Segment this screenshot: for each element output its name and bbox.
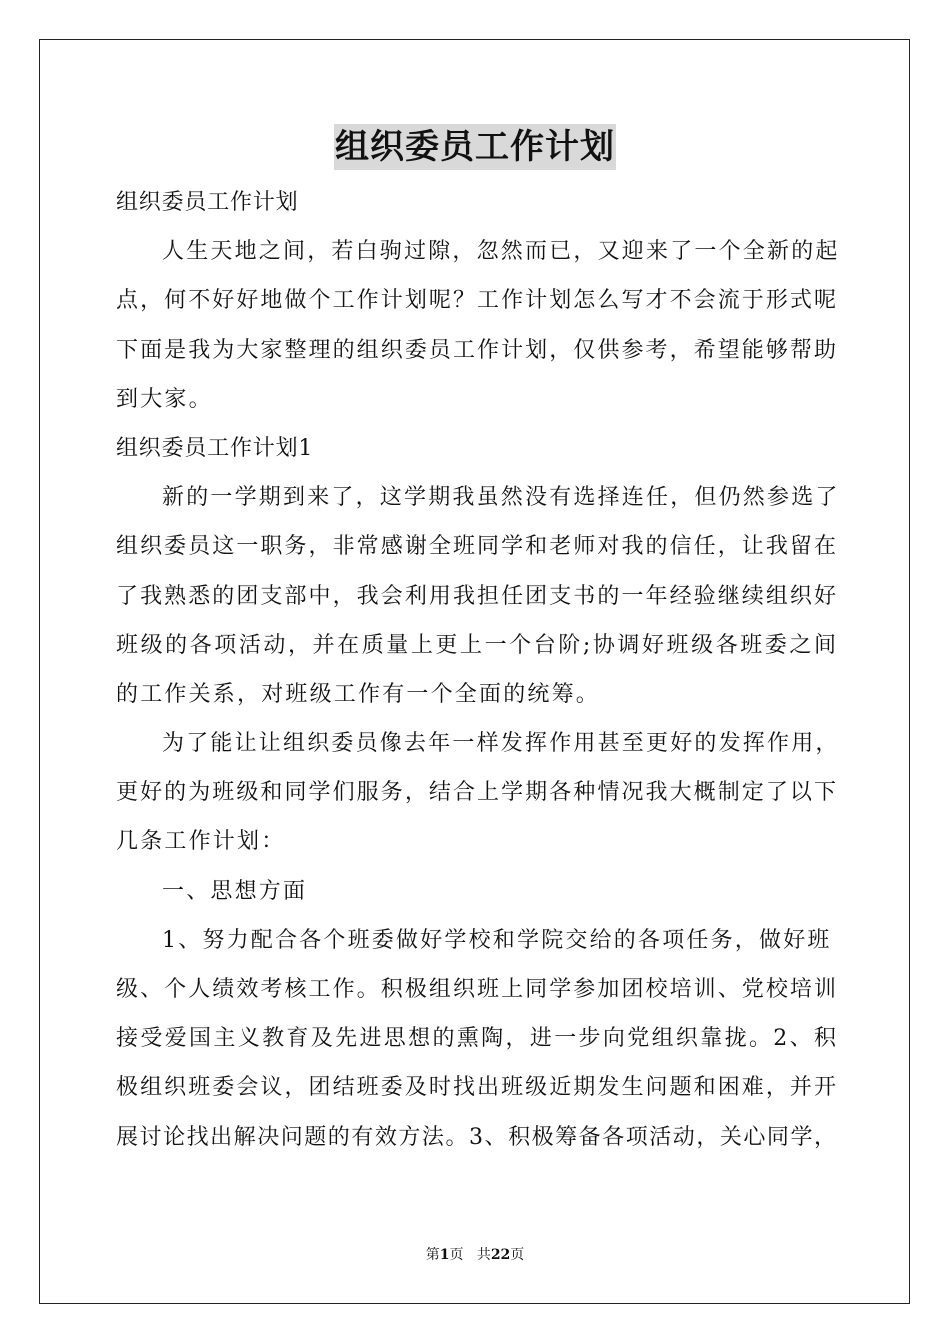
paragraph-line: 的工作关系，对班级工作有一个全面的统筹。 [116, 681, 601, 707]
subsection-heading: 一、思想方面 [162, 878, 308, 904]
section-heading: 组织委员工作计划 [116, 190, 299, 215]
footer-total-pages: 22 [490, 1247, 511, 1263]
paragraph-line: 接受爱国主义教育及先进思想的熏陶，进一步向党组织靠拢。2、积 [116, 1026, 836, 1052]
paragraph-line: 展讨论找出解决问题的有效方法。3、积极筹备各项活动，关心同学， [116, 1124, 836, 1150]
paragraph-line: 极组织班委会议，团结班委及时找出班级近期发生问题和困难，并开 [116, 1075, 836, 1101]
paragraph-line: 新的一学期到来了，这学期我虽然没有选择连任，但仍然参选了 [162, 485, 840, 511]
paragraph-line: 了我熟悉的团支部中，我会利用我担任团支书的一年经验继续组织好 [116, 583, 836, 609]
paragraph-line: 为了能让让组织委员像去年一样发挥作用甚至更好的发挥作用， [162, 731, 840, 757]
footer-page-number: 1 [439, 1247, 450, 1263]
document-body [116, 178, 840, 1162]
paragraph-line: 1、努力配合各个班委做好学校和学院交给的各项任务，做好班 [162, 927, 832, 953]
page-footer [0, 1246, 950, 1264]
paragraph-line: 到大家。 [116, 386, 213, 412]
paragraph-line: 组织委员这一职务，非常感谢全班同学和老师对我的信任，让我留在 [116, 534, 836, 560]
paragraph-line: 班级的各项活动，并在质量上更上一个台阶;协调好班级各班委之间 [116, 632, 836, 658]
footer-prefix: 第 [425, 1247, 440, 1263]
paragraph-line: 点，何不好好地做个工作计划呢？工作计划怎么写才不会流于形式呢 [116, 288, 836, 314]
section-heading: 组织委员工作计划1 [116, 435, 314, 461]
paragraph-line: 几条工作计划： [116, 829, 286, 855]
paragraph-line: 人生天地之间，若白驹过隙，忽然而已，又迎来了一个全新的起 [162, 239, 840, 265]
paragraph-line: 更好的为班级和同学们服务，结合上学期各种情况我大概制定了以下 [116, 780, 836, 806]
title-wrap [0, 124, 950, 170]
document-title: 组织委员工作计划 [334, 124, 616, 170]
footer-total-suffix: 页 [510, 1247, 525, 1263]
footer-total-prefix: 共 [476, 1247, 491, 1263]
paragraph-line: 级、个人绩效考核工作。积极组织班上同学参加团校培训、党校培训 [116, 977, 836, 1002]
paragraph-line: 下面是我为大家整理的组织委员工作计划，仅供参考，希望能够帮助 [116, 337, 836, 363]
footer-page-suffix: 页 [449, 1247, 464, 1263]
